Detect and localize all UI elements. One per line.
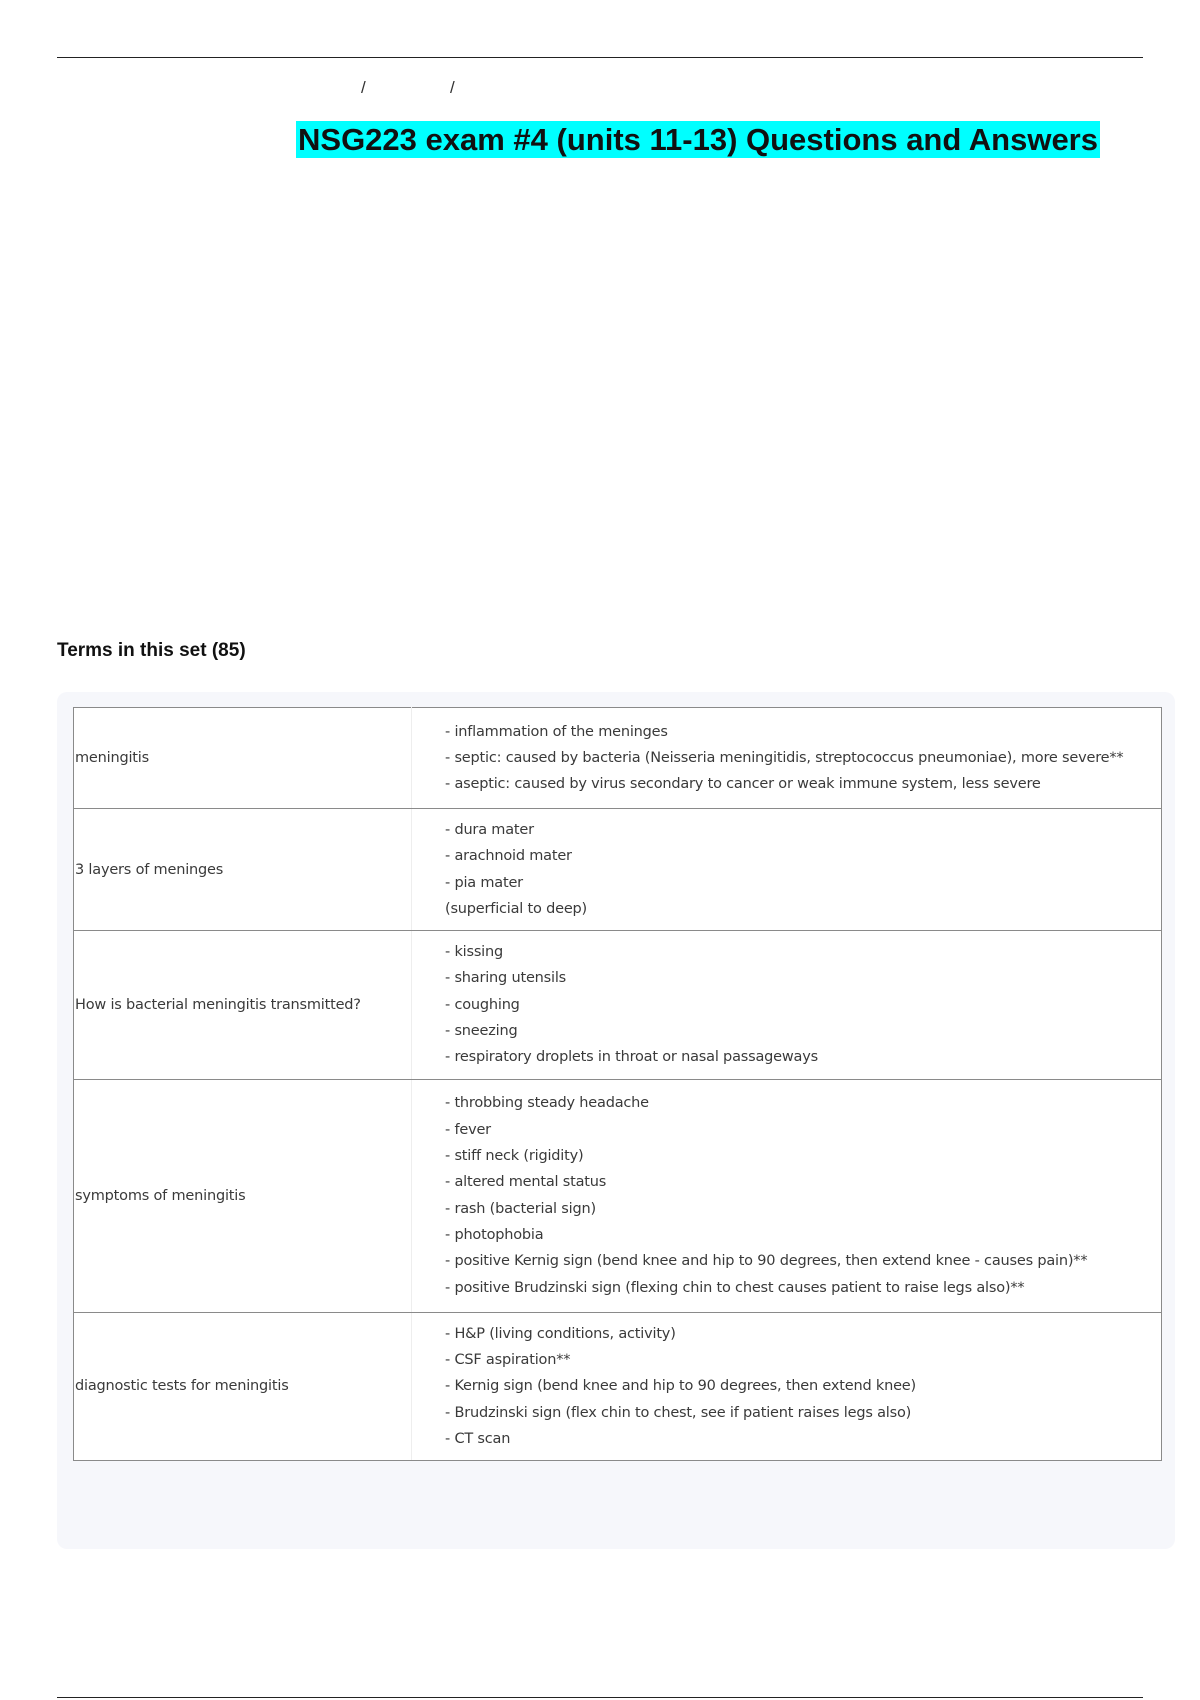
top-rule xyxy=(57,57,1143,58)
title-block xyxy=(296,121,1100,158)
terms-heading: Terms in this set (85) xyxy=(57,640,246,661)
definition-cell xyxy=(412,1312,1162,1460)
definition-line: - Kernig sign (bend knee and hip to 90 degrees, then extend knee) xyxy=(445,1378,916,1395)
definition-line: - septic: caused by bacteria (Neisseria meningitidis, streptococcus pneumoniae), more severe** xyxy=(445,749,1124,766)
definition-line: - respiratory droplets in throat or nasal passageways xyxy=(445,1049,818,1066)
document-title: NSG223 exam #4 (units 11-13) Questions and Answers xyxy=(298,122,1098,157)
header-slash: / xyxy=(450,78,455,97)
table-row xyxy=(74,708,1162,809)
definition-line: - throbbing steady headache xyxy=(445,1095,649,1112)
definition-line: - coughing xyxy=(445,996,520,1013)
definition-line: - sneezing xyxy=(445,1023,518,1040)
table-row xyxy=(74,809,1162,931)
definition-line: - photophobia xyxy=(445,1226,544,1243)
definition-line: - positive Brudzinski sign (flexing chin to chest causes patient to raise legs also)** xyxy=(445,1279,1025,1296)
definition-line: (superficial to deep) xyxy=(445,900,588,917)
definition-line: - CSF aspiration** xyxy=(445,1351,571,1368)
table-row xyxy=(74,931,1162,1079)
definition-line: - fever xyxy=(445,1121,491,1138)
definition-line: - pia mater xyxy=(445,874,523,891)
definition-line: - CT scan xyxy=(445,1430,511,1447)
bottom-rule xyxy=(57,1697,1143,1698)
table-row xyxy=(74,1312,1162,1460)
definition-line: - Brudzinski sign (flex chin to chest, see if patient raises legs also) xyxy=(445,1404,912,1421)
definition-line: - kissing xyxy=(445,944,503,961)
term-cell: meningitis xyxy=(74,708,412,809)
definition-cell xyxy=(412,1079,1162,1312)
definition-cell xyxy=(412,931,1162,1079)
definition-line: - stiff neck (rigidity) xyxy=(445,1148,584,1165)
definition-line: - arachnoid mater xyxy=(445,848,572,865)
definition-line: - rash (bacterial sign) xyxy=(445,1200,596,1217)
definition-line: - H&P (living conditions, activity) xyxy=(445,1325,676,1342)
term-cell: diagnostic tests for meningitis xyxy=(74,1312,412,1460)
definition-line: - altered mental status xyxy=(445,1174,607,1191)
definition-line: - inflammation of the meninges xyxy=(445,723,668,740)
term-cell: 3 layers of meninges xyxy=(74,809,412,931)
term-cell: How is bacterial meningitis transmitted? xyxy=(74,931,412,1079)
header-slash: / xyxy=(361,78,366,97)
definition-cell xyxy=(412,708,1162,809)
definition-line: - dura mater xyxy=(445,822,534,838)
terms-table xyxy=(73,707,1162,1461)
definition-line: - aseptic: caused by virus secondary to cancer or weak immune system, less severe xyxy=(445,776,1041,793)
table-row xyxy=(74,1079,1162,1312)
definition-line: - positive Kernig sign (bend knee and hip to 90 degrees, then extend knee - causes pain)** xyxy=(445,1253,1088,1270)
term-cell: symptoms of meningitis xyxy=(74,1079,412,1312)
definition-line: - sharing utensils xyxy=(445,970,567,987)
definition-cell xyxy=(412,809,1162,931)
